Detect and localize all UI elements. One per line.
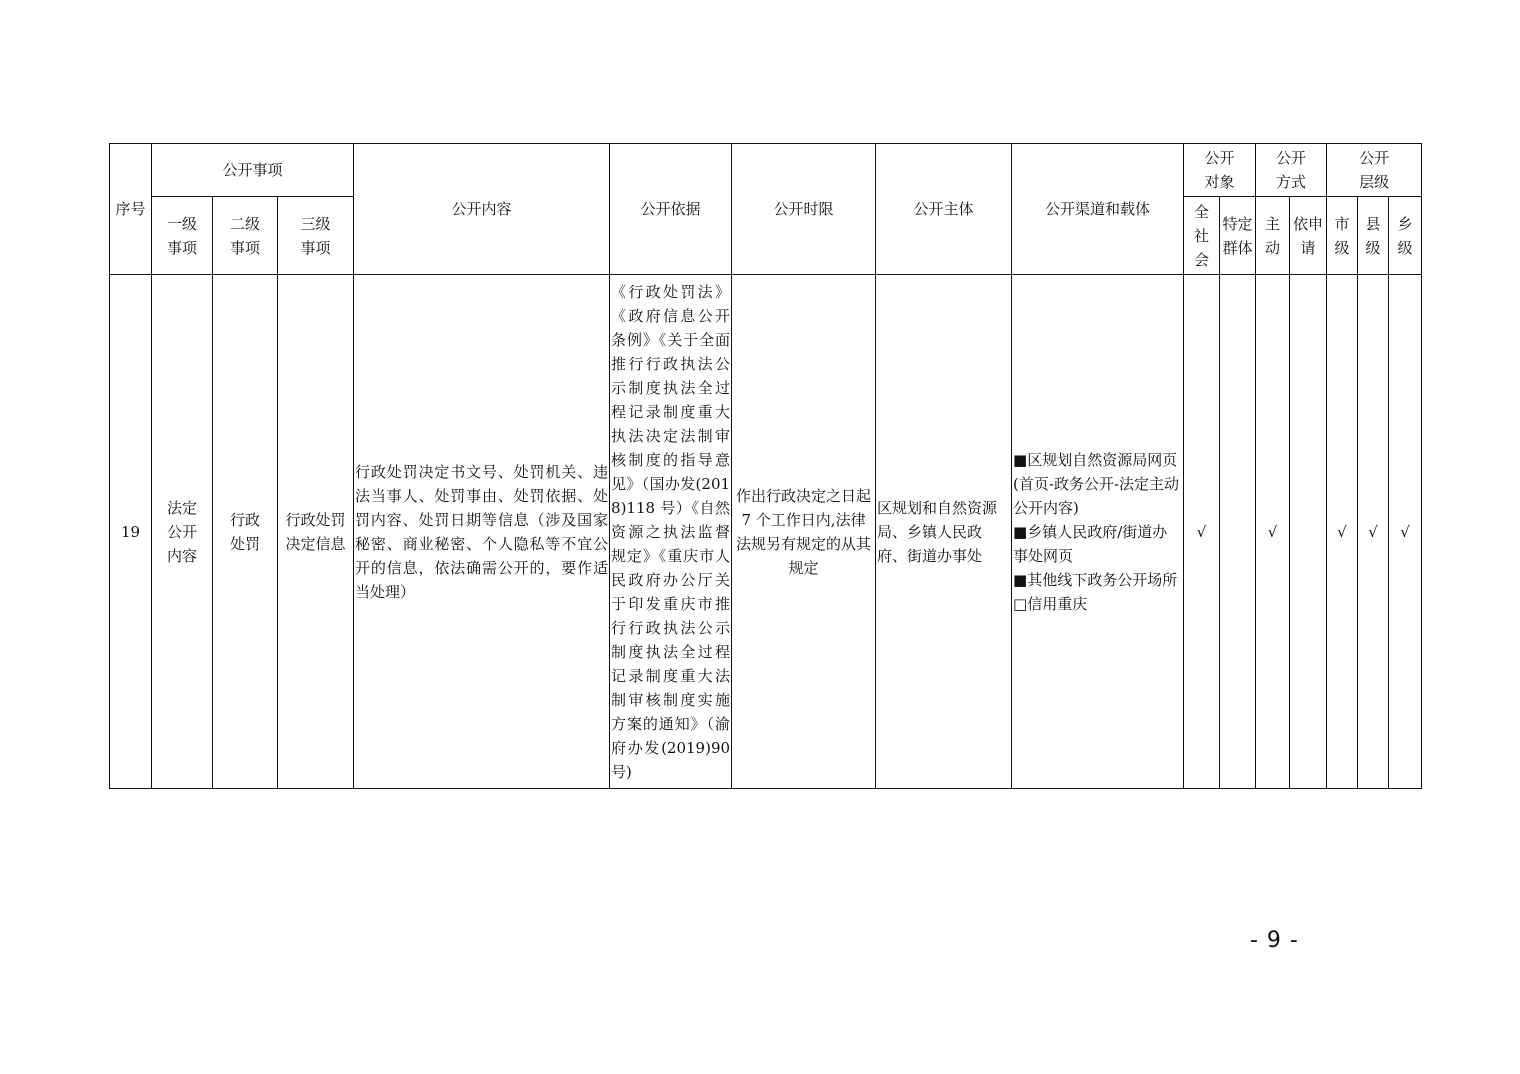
header-item-group: 公开事项 xyxy=(152,144,354,197)
header-subject: 公开主体 xyxy=(876,144,1012,275)
channel-item: ■其他线下政务公开场所 xyxy=(1013,570,1178,589)
cell-level1: 法定 公开 内容 xyxy=(152,275,213,789)
header-method-active: 主 动 xyxy=(1256,197,1290,275)
disclosure-table xyxy=(109,143,1422,789)
cell-method-request xyxy=(1290,275,1327,789)
cell-time-limit: 作出行政决定之日起 7 个工作日内,法律法规另有规定的从其规定 xyxy=(732,275,876,789)
cell-channels xyxy=(1012,275,1184,789)
cell-basis: 《行政处罚法》《政府信息公开条例》《关于全面推行行政执法公示制度执法全过程记录制度重大执法决定法制审核制度的指导意见》（国办发(2018)118 号）《自然资源之执法监督规定》《重庆市人民政府办公厅关于印发重庆市推行行政执法公示制度执法全过程记录制度重大法制审核制度实施方案的通知》（渝府办发(2019)90 号) xyxy=(610,275,732,789)
header-level-township: 乡 级 xyxy=(1389,197,1422,275)
cell-method-active: √ xyxy=(1256,275,1290,789)
cell-level3: 行政处罚 决定信息 xyxy=(278,275,354,789)
header-level1: 一级 事项 xyxy=(152,197,213,275)
cell-level-city: √ xyxy=(1327,275,1358,789)
header-content: 公开内容 xyxy=(354,144,610,275)
table-row xyxy=(110,275,1422,789)
header-time-limit: 公开时限 xyxy=(732,144,876,275)
header-target-all: 全 社 会 xyxy=(1184,197,1220,275)
header-level-group: 公开 层级 xyxy=(1327,144,1422,197)
header-target-group: 公开 对象 xyxy=(1184,144,1256,197)
cell-target-all: √ xyxy=(1184,275,1220,789)
cell-level2: 行政 处罚 xyxy=(213,275,278,789)
channel-item: ■区规划自然资源局网页(首页-政务公开-法定主动公开内容) xyxy=(1013,450,1180,517)
cell-level-township: √ xyxy=(1389,275,1422,789)
cell-level-county: √ xyxy=(1358,275,1389,789)
header-level-county: 县 级 xyxy=(1358,197,1389,275)
cell-content: 行政处罚决定书文号、处罚机关、违法当事人、处罚事由、处罚依据、处罚内容、处罚日期等信息（涉及国家秘密、商业秘密、个人隐私等不宜公开的信息，依法确需公开的，要作适当处理） xyxy=(354,275,610,789)
channel-item: ■乡镇人民政府/街道办事处网页 xyxy=(1013,522,1168,565)
cell-seq: 19 xyxy=(110,275,152,789)
header-level3: 三级 事项 xyxy=(278,197,354,275)
header-level2: 二级 事项 xyxy=(213,197,278,275)
header-seq: 序号 xyxy=(110,144,152,275)
header-basis: 公开依据 xyxy=(610,144,732,275)
channel-item: □信用重庆 xyxy=(1013,594,1088,613)
cell-target-specific xyxy=(1220,275,1256,789)
header-method-request: 依申 请 xyxy=(1290,197,1327,275)
header-target-specific: 特定 群体 xyxy=(1220,197,1256,275)
header-channels: 公开渠道和载体 xyxy=(1012,144,1184,275)
header-method-group: 公开 方式 xyxy=(1256,144,1327,197)
header-level-city: 市 级 xyxy=(1327,197,1358,275)
cell-subject: 区规划和自然资源局、乡镇人民政府、街道办事处 xyxy=(876,275,1012,789)
page-number: - 9 - xyxy=(1250,928,1299,953)
